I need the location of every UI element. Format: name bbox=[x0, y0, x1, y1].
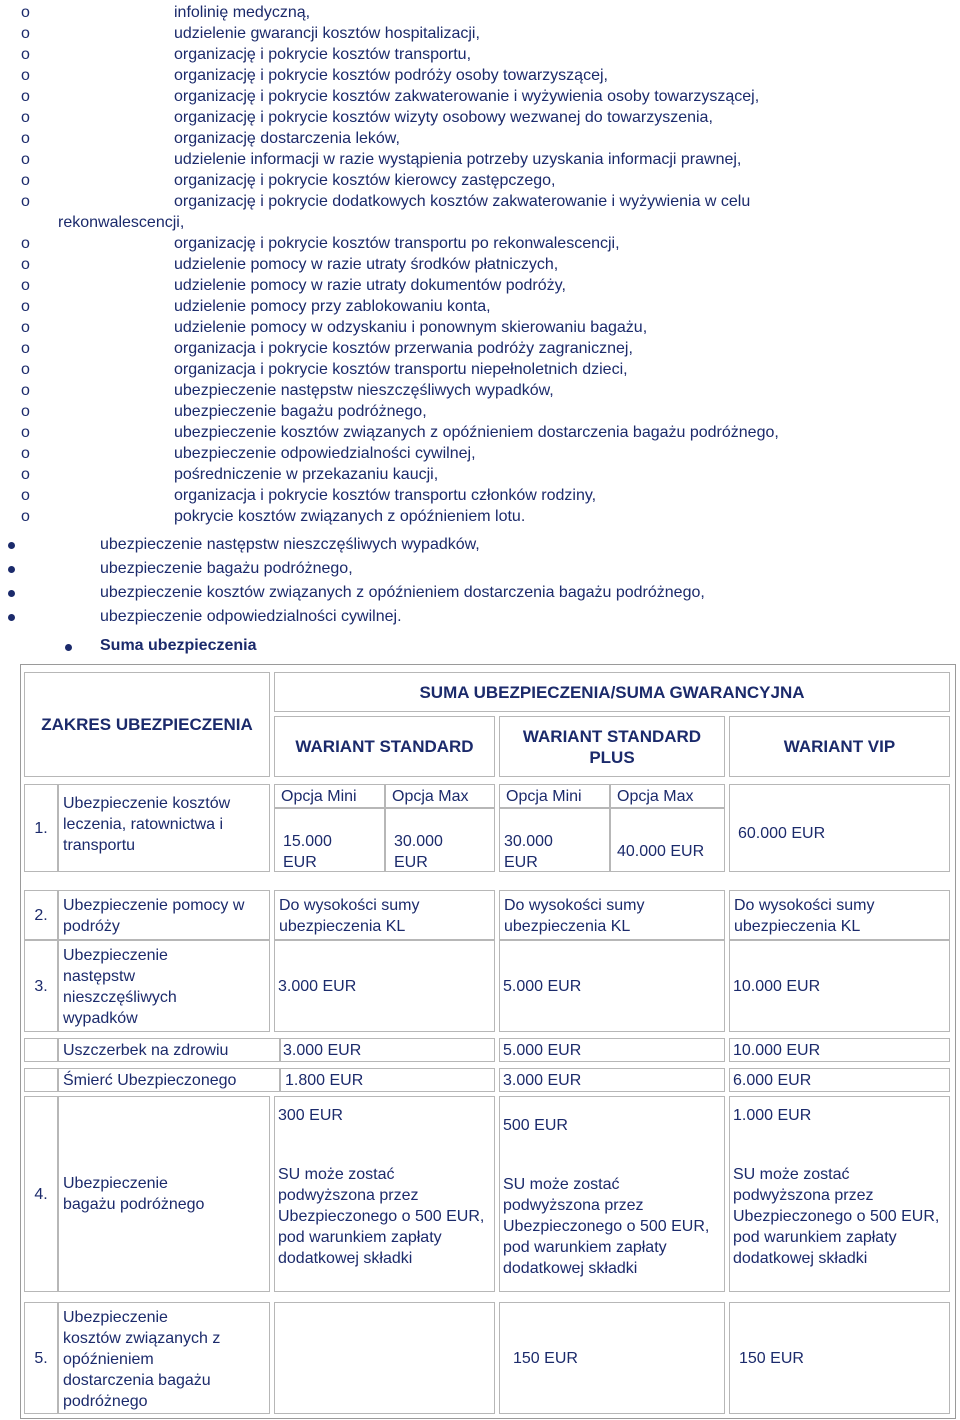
list-marker: o bbox=[21, 235, 30, 252]
std-opcja-mini: Opcja Mini bbox=[274, 784, 385, 808]
list-marker: o bbox=[21, 319, 30, 336]
std-cell bbox=[274, 1096, 495, 1292]
list-marker: o bbox=[21, 340, 30, 357]
list-item: ubezpieczenie bagażu podróżnego, bbox=[0, 557, 960, 581]
bullet-icon bbox=[65, 644, 72, 651]
row-label: Ubezpieczenie następstw nieszczęśliwych wypadków bbox=[58, 940, 270, 1032]
list-marker: o bbox=[21, 487, 30, 504]
list-marker: o bbox=[21, 151, 30, 168]
row-number-empty bbox=[24, 1038, 58, 1062]
std-opcja-max: Opcja Max bbox=[385, 784, 495, 808]
vip-value: Do wysokości sumy ubezpieczenia KL bbox=[729, 890, 950, 940]
list-item: o udzielenie gwarancji kosztów hospitalizacji, bbox=[21, 25, 480, 42]
std-max-value: 30.000 EUR bbox=[385, 808, 495, 872]
plus-value: 500 EUR bbox=[503, 1117, 568, 1134]
vip-value: 6.000 EUR bbox=[729, 1068, 950, 1092]
list-marker: o bbox=[21, 466, 30, 483]
plus-value: 5.000 EUR bbox=[499, 1038, 725, 1062]
list-marker: o bbox=[21, 46, 30, 63]
list-item: o organizację i pokrycie kosztów wizyty osobowy wezwanej do towarzyszenia, bbox=[21, 109, 713, 126]
list-item: ubezpieczenie kosztów związanych z opóźnieniem dostarczenia bagażu podróżnego, bbox=[0, 581, 960, 605]
list-marker: o bbox=[21, 67, 30, 84]
header-suma: SUMA UBEZPIECZENIA/SUMA GWARANCYJNA bbox=[274, 672, 950, 712]
list-item: o infolinię medyczną, bbox=[21, 4, 311, 21]
row-label: Uszczerbek na zdrowiu bbox=[58, 1038, 280, 1062]
list-item: o pokrycie kosztów związanych z opóźnieniem lotu. bbox=[21, 508, 526, 525]
list-item: o organizację i pokrycie kosztów zakwaterowanie i wyżywienia osoby towarzyszącej, bbox=[21, 88, 760, 105]
list-marker: o bbox=[21, 424, 30, 441]
list-item: ubezpieczenie następstw nieszczęśliwych wypadków, bbox=[0, 533, 960, 557]
list-item: o organizację i pokrycie kosztów podróży osoby towarzyszącej, bbox=[21, 67, 608, 84]
list-item: o organizację i pokrycie kosztów transportu po rekonwalescencji, bbox=[21, 235, 620, 252]
list-marker: o bbox=[21, 256, 30, 273]
list-marker: o bbox=[21, 4, 30, 21]
list-marker: o bbox=[21, 130, 30, 147]
std-note: SU może zostać podwyższona przez Ubezpieczonego o 500 EUR, pod warunkiem zapłaty dodatkowej składki bbox=[278, 1166, 485, 1267]
row-number-empty bbox=[24, 1068, 58, 1092]
list-marker: o bbox=[21, 508, 30, 525]
header-wariant-standard: WARIANT STANDARD bbox=[274, 716, 495, 777]
list-item: o udzielenie pomocy przy zablokowaniu konta, bbox=[21, 298, 491, 315]
list-item: o udzielenie pomocy w razie utraty środków płatniczych, bbox=[21, 256, 559, 273]
list-item: o udzielenie pomocy w razie utraty dokumentów podróży, bbox=[21, 277, 566, 294]
plus-opcja-max: Opcja Max bbox=[610, 784, 725, 808]
list-item: o udzielenie pomocy w odzyskaniu i ponownym skierowaniu bagażu, bbox=[21, 319, 648, 336]
list-item: o udzielenie informacji w razie wystąpienia potrzeby uzyskania informacji prawnej, bbox=[21, 151, 742, 168]
list-item: o ubezpieczenie bagażu podróżnego, bbox=[21, 403, 427, 420]
list-item: o pośredniczenie w przekazaniu kaucji, bbox=[21, 466, 439, 483]
bullet-list bbox=[0, 533, 960, 629]
list-item: o organizację i pokrycie kosztów kierowcy zastępczego, bbox=[21, 172, 556, 189]
list-marker: o bbox=[21, 361, 30, 378]
row-label: Ubezpieczenie bagażu podróżnego bbox=[58, 1096, 270, 1292]
vip-value: 150 EUR bbox=[729, 1302, 950, 1414]
std-value: 3.000 EUR bbox=[274, 940, 495, 1032]
row-number: 1. bbox=[24, 784, 58, 872]
list-item: o ubezpieczenie odpowiedzialności cywilnej, bbox=[21, 445, 476, 462]
list-marker: o bbox=[21, 172, 30, 189]
vip-cell bbox=[729, 1096, 950, 1292]
list-item: ubezpieczenie odpowiedzialności cywilnej. bbox=[0, 605, 960, 629]
vip-value: 60.000 EUR bbox=[729, 784, 950, 872]
plus-value: Do wysokości sumy ubezpieczenia KL bbox=[499, 890, 725, 940]
row-number: 4. bbox=[24, 1096, 58, 1292]
bullet-icon bbox=[8, 590, 15, 597]
plus-mini-value: 30.000 EUR bbox=[499, 808, 610, 872]
header-zakres: ZAKRES UBEZPIECZENIA bbox=[24, 672, 270, 777]
list-marker: o bbox=[21, 382, 30, 399]
list-marker: o bbox=[21, 445, 30, 462]
row-label: Śmierć Ubezpieczonego bbox=[58, 1068, 280, 1092]
insurance-table bbox=[20, 664, 956, 1419]
list-marker: o bbox=[21, 193, 30, 210]
list-item: o organizacja i pokrycie kosztów przerwania podróży zagranicznej, bbox=[21, 340, 633, 357]
bullet-icon bbox=[8, 566, 15, 573]
list-item: o organizację i pokrycie kosztów transportu, bbox=[21, 46, 472, 63]
list-item-continuation: rekonwalescencji, bbox=[58, 214, 185, 231]
plus-value: 150 EUR bbox=[499, 1302, 725, 1414]
row-label: Ubezpieczenie pomocy w podróży bbox=[58, 890, 270, 940]
bullet-icon bbox=[8, 542, 15, 549]
std-value: 1.800 EUR bbox=[280, 1068, 495, 1092]
header-wariant-vip: WARIANT VIP bbox=[729, 716, 950, 777]
vip-value: 10.000 EUR bbox=[729, 940, 950, 1032]
std-value: 300 EUR bbox=[278, 1107, 343, 1124]
row-number: 2. bbox=[24, 890, 58, 940]
list-marker: o bbox=[21, 109, 30, 126]
row-label: Ubezpieczenie kosztów związanych z opóźnieniem dostarczenia bagażu podróżnego bbox=[58, 1302, 270, 1414]
row-number: 5. bbox=[24, 1302, 58, 1414]
list-marker: o bbox=[21, 88, 30, 105]
list-item: o organizację i pokrycie dodatkowych kosztów zakwaterowanie i wyżywienia w celu rekonwalescencji, bbox=[21, 193, 751, 231]
list-marker: o bbox=[21, 277, 30, 294]
plus-value: 5.000 EUR bbox=[499, 940, 725, 1032]
std-mini-value: 15.000 EUR bbox=[274, 808, 385, 872]
row-label: Ubezpieczenie kosztów leczenia, ratownictwa i transportu bbox=[58, 784, 270, 872]
section-heading bbox=[0, 636, 960, 662]
vip-value: 10.000 EUR bbox=[729, 1038, 950, 1062]
row-number: 3. bbox=[24, 940, 58, 1032]
bullet-icon bbox=[8, 614, 15, 621]
list-item: o organizację dostarczenia leków, bbox=[21, 130, 400, 147]
sub-list bbox=[0, 2, 960, 527]
std-empty bbox=[274, 1302, 495, 1414]
std-value: Do wysokości sumy ubezpieczenia KL bbox=[274, 890, 495, 940]
list-item: o organizacja i pokrycie kosztów transportu niepełnoletnich dzieci, bbox=[21, 361, 628, 378]
list-item: o ubezpieczenie następstw nieszczęśliwych wypadków, bbox=[21, 382, 554, 399]
plus-note: SU może zostać podwyższona przez Ubezpieczonego o 500 EUR, pod warunkiem zapłaty dodatkowej składki bbox=[503, 1176, 710, 1277]
list-marker: o bbox=[21, 25, 30, 42]
list-item: o organizacja i pokrycie kosztów transportu członków rodziny, bbox=[21, 487, 597, 504]
plus-max-value: 40.000 EUR bbox=[610, 808, 725, 872]
plus-value: 3.000 EUR bbox=[499, 1068, 725, 1092]
std-value: 3.000 EUR bbox=[280, 1038, 495, 1062]
vip-note: SU może zostać podwyższona przez Ubezpieczonego o 500 EUR, pod warunkiem zapłaty dodatkowej składki bbox=[733, 1166, 940, 1267]
list-marker: o bbox=[21, 298, 30, 315]
header-wariant-standard-plus: WARIANT STANDARD PLUS bbox=[499, 716, 725, 777]
plus-cell bbox=[499, 1096, 725, 1292]
list-item: o ubezpieczenie kosztów związanych z opóźnieniem dostarczenia bagażu podróżnego, bbox=[21, 424, 779, 441]
plus-opcja-mini: Opcja Mini bbox=[499, 784, 610, 808]
vip-value: 1.000 EUR bbox=[733, 1107, 812, 1124]
list-marker: o bbox=[21, 403, 30, 420]
section-heading-text: Suma ubezpieczenia bbox=[100, 637, 257, 654]
